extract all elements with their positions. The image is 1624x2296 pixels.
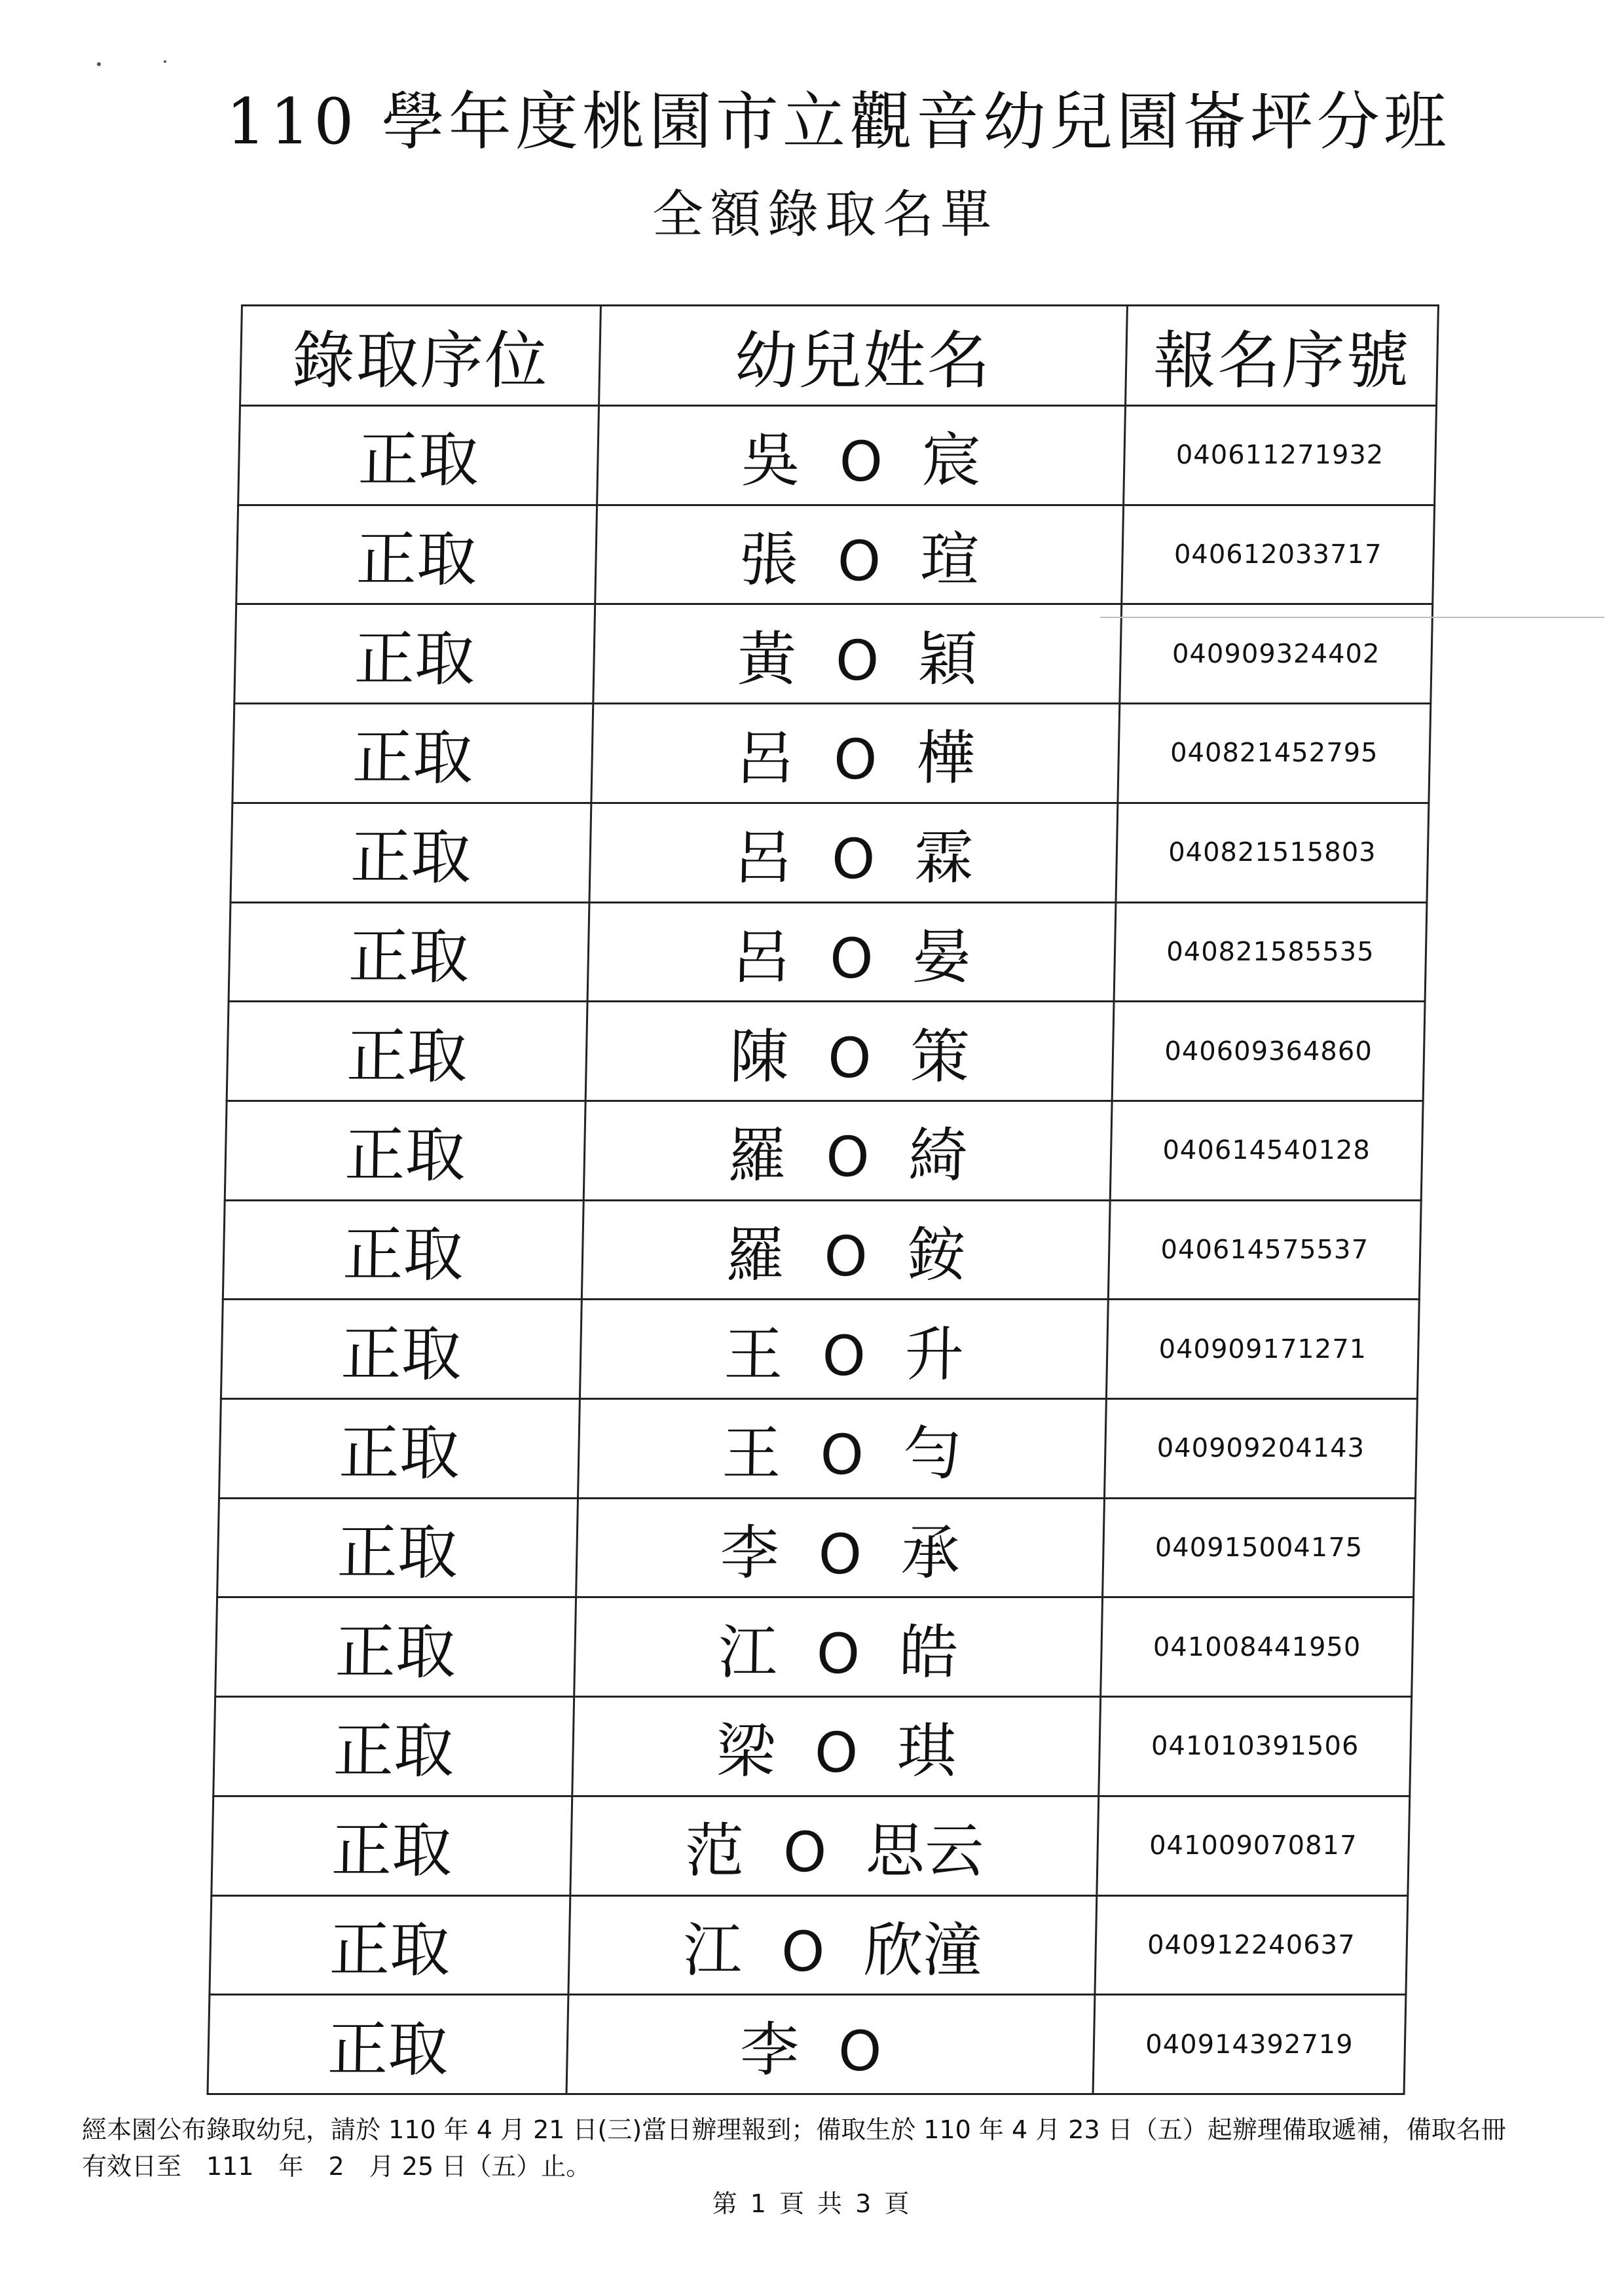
child-given-name <box>920 2016 921 2085</box>
table-row <box>219 1399 1417 1499</box>
table-row <box>225 1101 1423 1200</box>
child-name-cell <box>566 1995 1095 2094</box>
name-mask: O <box>821 1323 866 1388</box>
name-mask: O <box>838 429 883 494</box>
child-given-name: 樺 <box>915 724 976 793</box>
rank-cell: 正取 <box>210 1895 570 1995</box>
child-surname: 呂 <box>735 724 796 793</box>
table-row <box>221 1300 1419 1399</box>
admission-table-container <box>206 304 1439 2095</box>
child-name-cell <box>591 704 1120 803</box>
child-surname: 呂 <box>733 824 794 893</box>
child-name-cell <box>576 1498 1105 1597</box>
registration-number-cell: 040609364860 <box>1112 1002 1425 1101</box>
name-mask: O <box>781 1919 826 1984</box>
child-surname: 范 <box>684 1817 745 1886</box>
note-line-2: 有效日至 111 年 2 月 25 日（五）止。 <box>82 2152 591 2181</box>
child-name-cell <box>581 1200 1110 1300</box>
header-child-name: 幼兒姓名 <box>599 306 1128 406</box>
rank-cell: 正取 <box>234 604 595 704</box>
registration-number-cell: 040914392719 <box>1093 1995 1406 2094</box>
page-number: 第 1 頁 共 3 頁 <box>712 2189 912 2218</box>
child-name-cell <box>595 505 1124 604</box>
table-row <box>238 406 1437 505</box>
child-surname: 吳 <box>740 426 801 496</box>
rank-cell: 正取 <box>212 1796 572 1895</box>
scan-speck <box>97 62 101 66</box>
page-title: 110 學年度桃園市立觀音幼兒園崙坪分班 <box>226 85 1450 158</box>
child-surname: 李 <box>719 1519 780 1588</box>
child-name-cell <box>570 1796 1099 1895</box>
rank-cell: 正取 <box>223 1200 583 1300</box>
child-name-cell <box>587 902 1116 1002</box>
rank-cell: 正取 <box>236 505 597 604</box>
registration-number-cell: 041008441950 <box>1101 1597 1414 1697</box>
table-row <box>223 1200 1421 1300</box>
name-mask: O <box>823 1224 868 1288</box>
name-mask: O <box>814 1721 859 1785</box>
child-name-cell <box>597 406 1126 505</box>
registration-number-cell: 040912240637 <box>1095 1895 1408 1995</box>
child-given-name: 思云 <box>865 1817 985 1886</box>
child-given-name: 策 <box>910 1022 970 1091</box>
scan-artifact-line <box>1100 617 1604 618</box>
registration-number-cell: 041010391506 <box>1099 1697 1412 1796</box>
child-name-cell <box>574 1597 1103 1697</box>
child-given-name: 勻 <box>902 1419 963 1489</box>
table-row <box>231 803 1429 902</box>
name-mask: O <box>827 1025 872 1090</box>
child-given-name: 穎 <box>917 625 978 694</box>
table-row <box>213 1697 1412 1796</box>
rank-cell: 正取 <box>225 1101 585 1200</box>
table-row <box>236 505 1435 604</box>
child-surname: 梁 <box>716 1717 777 1787</box>
rank-cell: 正取 <box>221 1300 581 1399</box>
name-mask: O <box>815 1621 860 1686</box>
name-mask: O <box>835 628 880 693</box>
child-given-name: 綺 <box>908 1121 969 1191</box>
scan-speck <box>164 60 166 63</box>
registration-number-cell: 040821585535 <box>1114 902 1427 1002</box>
name-mask: O <box>831 827 876 892</box>
admission-note <box>82 2111 1555 2185</box>
child-given-name: 升 <box>904 1320 965 1389</box>
child-surname: 黃 <box>737 625 798 694</box>
table-header-row <box>240 306 1439 406</box>
child-given-name: 銨 <box>906 1220 967 1290</box>
child-name-cell <box>578 1399 1107 1499</box>
rank-cell: 正取 <box>227 1002 587 1101</box>
child-surname: 羅 <box>725 1220 786 1290</box>
table-body <box>208 406 1437 2094</box>
child-name-cell <box>589 803 1118 902</box>
child-given-name: 承 <box>900 1519 961 1588</box>
name-mask: O <box>833 727 878 792</box>
child-surname: 呂 <box>731 922 792 992</box>
name-mask: O <box>825 1125 870 1190</box>
child-name-cell <box>583 1101 1112 1200</box>
name-mask: O <box>837 529 882 594</box>
child-given-name: 晏 <box>912 922 972 992</box>
registration-number-cell: 040821515803 <box>1116 803 1429 902</box>
rank-cell: 正取 <box>232 704 593 803</box>
note-line-1: 經本園公布錄取幼兒，請於 110 年 4 月 21 日(三)當日辦理報到；備取生於 110 年 4 月 23 日（五）起辦理備取遞補，備取名冊 <box>82 2115 1506 2144</box>
registration-number-cell: 040611271932 <box>1124 406 1437 505</box>
registration-number-cell: 040915004175 <box>1103 1498 1416 1597</box>
registration-number-cell: 040614575537 <box>1108 1200 1421 1300</box>
rank-cell: 正取 <box>238 406 599 505</box>
child-surname: 王 <box>721 1419 782 1489</box>
rank-cell: 正取 <box>229 902 589 1002</box>
registration-number-cell: 040614540128 <box>1110 1101 1423 1200</box>
child-name-cell <box>585 1002 1114 1101</box>
header-registration-number: 報名序號 <box>1126 306 1439 406</box>
child-surname: 江 <box>717 1618 778 1687</box>
registration-number-cell: 040821452795 <box>1118 704 1431 803</box>
admission-table <box>206 304 1439 2095</box>
child-surname: 陳 <box>729 1022 790 1091</box>
child-name-cell <box>593 604 1122 704</box>
rank-cell: 正取 <box>231 803 591 902</box>
registration-number-cell: 040909324402 <box>1120 604 1433 704</box>
page-subtitle: 全額錄取名單 <box>652 185 998 244</box>
child-surname: 張 <box>738 526 799 595</box>
child-given-name: 琪 <box>896 1717 957 1787</box>
child-name-cell <box>568 1895 1097 1995</box>
rank-cell: 正取 <box>219 1399 580 1499</box>
rank-cell: 正取 <box>217 1498 578 1597</box>
name-mask: O <box>829 926 874 991</box>
name-mask: O <box>783 1820 828 1885</box>
registration-number-cell: 040909171271 <box>1106 1300 1419 1399</box>
child-given-name: 皓 <box>898 1618 959 1687</box>
table-row <box>215 1597 1414 1697</box>
child-name-cell <box>572 1697 1101 1796</box>
rank-cell: 正取 <box>213 1697 574 1796</box>
child-name-cell <box>580 1300 1108 1399</box>
rank-cell: 正取 <box>208 1995 568 2094</box>
table-row <box>208 1995 1406 2094</box>
name-mask: O <box>817 1522 862 1587</box>
table-row <box>232 704 1431 803</box>
registration-number-cell: 040909204143 <box>1104 1399 1417 1499</box>
child-surname: 羅 <box>727 1121 788 1191</box>
child-given-name: 欣潼 <box>863 1916 983 1985</box>
child-given-name: 霖 <box>913 824 974 893</box>
name-mask: O <box>819 1423 864 1487</box>
child-surname: 李 <box>739 2015 800 2085</box>
registration-number-cell: 040612033717 <box>1122 505 1435 604</box>
table-row <box>234 604 1433 704</box>
child-given-name: 宸 <box>921 426 982 496</box>
table-row <box>229 902 1427 1002</box>
table-row <box>217 1498 1416 1597</box>
child-surname: 江 <box>682 1916 743 1985</box>
registration-number-cell: 041009070817 <box>1097 1796 1410 1895</box>
child-given-name: 瑄 <box>919 526 980 595</box>
table-row <box>212 1796 1410 1895</box>
header-rank: 錄取序位 <box>240 306 601 406</box>
table-row <box>227 1002 1425 1101</box>
rank-cell: 正取 <box>215 1597 576 1697</box>
name-mask: O <box>838 2018 883 2083</box>
child-surname: 王 <box>723 1320 784 1389</box>
table-row <box>210 1895 1408 1995</box>
